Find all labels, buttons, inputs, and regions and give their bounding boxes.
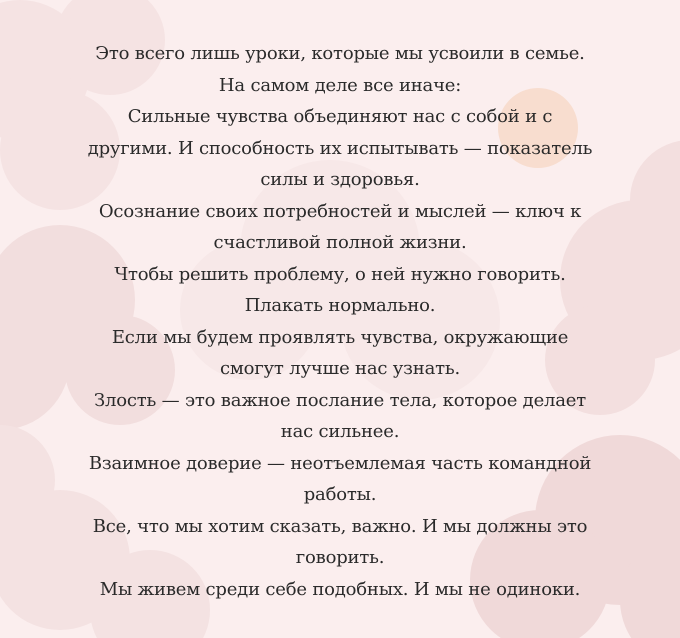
text-line: нас сильнее. xyxy=(280,421,400,442)
quote-text-block xyxy=(40,38,640,605)
text-line: силы и здоровья. xyxy=(260,169,420,190)
text-line: Все, что мы хотим сказать, важно. И мы должны это xyxy=(92,515,588,537)
text-line: Чтобы решить проблему, о ней нужно говорить. xyxy=(114,263,566,285)
text-line: говорить. xyxy=(295,547,385,568)
text-line: На самом деле все иначе: xyxy=(218,74,462,96)
text-line: Мы живем среди себе подобных. И мы не одиноки. xyxy=(99,578,581,600)
text-line: смогут лучше нас узнать. xyxy=(219,358,460,379)
text-line: другими. И способность их испытывать — показатель xyxy=(87,137,593,159)
text-line: Плакать нормально. xyxy=(244,295,436,316)
text-line: Осознание своих потребностей и мыслей — ключ к xyxy=(98,200,582,222)
text-line: Это всего лишь уроки, которые мы усвоили в семье. xyxy=(95,43,585,64)
text-line: Взаимное доверие — неотъемлемая часть командной xyxy=(88,452,592,474)
text-line: работы. xyxy=(303,484,377,505)
text-line: Если мы будем проявлять чувства, окружающие xyxy=(111,326,569,348)
text-line: счастливой полной жизни. xyxy=(213,232,467,253)
text-line: Злость — это важное послание тела, которое делает xyxy=(94,389,586,411)
text-line: Сильные чувства объединяют нас с собой и с xyxy=(127,106,553,127)
